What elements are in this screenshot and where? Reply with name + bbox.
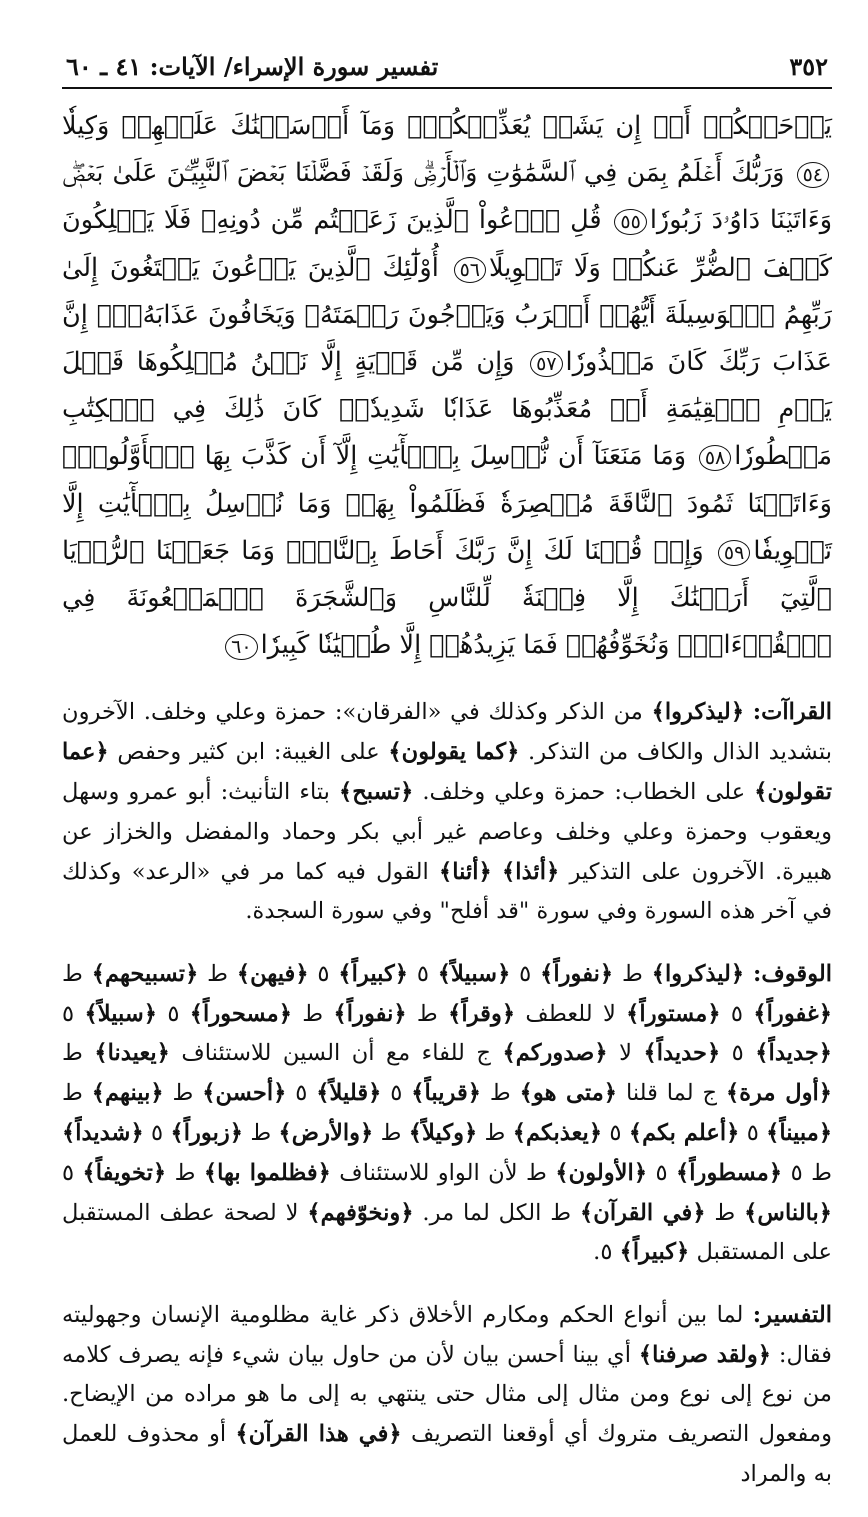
ayah-text: وَرَبُّكَ أَعۡلَمُ بِمَن فِي ٱلسَّمَٰوَٰتِ وَٱلۡأَرۡضِۗ وَلَقَدۡ فَضَّلۡنَا بَعۡضَ ٱلنَّبِيِّـۧنَ عَلَىٰ بَعۡضٖۖ وَءَاتَيۡنَا دَاوُۥدَ زَبُورٗا — [62, 158, 833, 236]
body-text: ط — [406, 1000, 449, 1027]
quoted-term: ﴿زبوراً﴾ — [170, 1120, 244, 1146]
quoted-term: ﴿والأرض﴾ — [278, 1120, 374, 1146]
quoted-term: ﴿فظلموا بها﴾ — [203, 1159, 331, 1186]
body-text: ط — [705, 1199, 745, 1226]
ayah-number-marker: ٥٩ — [718, 540, 750, 566]
body-text: ٥ — [62, 1159, 83, 1186]
body-text: ٥ — [739, 1120, 767, 1146]
quoted-term: ﴿أئذا﴾ — [502, 858, 560, 885]
quoted-term: ﴿يعيدنا﴾ — [94, 1040, 170, 1067]
wuquf-section — [62, 955, 832, 1273]
body-text: ٥ — [510, 960, 541, 987]
quoted-term: ﴿بالناس﴾ — [744, 1199, 832, 1226]
quoted-term: ﴿كبيراً﴾ — [619, 1239, 690, 1266]
quoted-term: ﴿نفوراً﴾ — [333, 1000, 407, 1027]
body-text: لما بين أنواع الحكم ومكارم الأخلاق ذكر غاية مظلومية الإنسان وجهوليته فقال: — [62, 1301, 832, 1368]
ayah-text: أُوْلَٰٓئِكَ ٱلَّذِينَ يَدۡعُونَ يَبۡتَغُونَ إِلَىٰ رَبِّهِمُ ٱلۡوَسِيلَةَ أَيُّهُمۡ أَقۡرَبُ وَيَرۡجُونَ رَحۡمَتَهُۥ وَيَخَافُونَ عَذَابَهُۥٓۚ إِنَّ عَذَابَ رَبِّكَ كَانَ مَحۡذُورٗا — [62, 252, 832, 378]
ayah-text: وَمَا مَنَعَنَآ أَن نُّرۡسِلَ بِٱلۡأٓيَٰتِ إِلَّآ أَن كَذَّبَ بِهَا ٱلۡأَوَّلُونَۚ وَءَاتَيۡنَا ثَمُودَ ٱلنَّاقَةَ مُبۡصِرَةٗ فَظَلَمُواْ بِهَاۚ وَمَا نُرۡسِلُ بِٱلۡأٓيَٰتِ إِلَّا تَخۡوِيفٗا — [62, 441, 832, 566]
body-text: ٥ — [157, 1000, 190, 1027]
quoted-term: ﴿مسحوراً﴾ — [189, 1000, 292, 1027]
ayah-text: قُلِ ٱدۡعُواْ ٱلَّذِينَ زَعَمۡتُم مِّن دُونِهِۦ فَلَا يَمۡلِكُونَ كَشۡفَ ٱلضُّرِّ عَنكُمۡ وَلَا تَحۡوِيلًا — [62, 205, 832, 283]
tafsir-heading: التفسير: — [752, 1301, 832, 1328]
body-text: ط — [243, 1120, 279, 1146]
quoted-term: ﴿في هذا القرآن﴾ — [235, 1421, 402, 1448]
quoted-term: ﴿تسبح﴾ — [338, 779, 414, 806]
ayah-text: وَإِذۡ قُلۡنَا لَكَ إِنَّ رَبَّكَ أَحَاطَ بِٱلنَّاسِۚ وَمَا جَعَلۡنَا ٱلرُّءۡيَا ٱلَّتِيٓ أَرَيۡنَٰكَ إِلَّا فِتۡنَةٗ لِّلنَّاسِ وَٱلشَّجَرَةَ ٱلۡمَلۡعُونَةَ فِي ٱلۡقُرۡءَانِۚ وَنُخَوِّفُهُمۡ فَمَا يَزِيدُهُمۡ إِلَّا طُغۡيَٰنٗا كَبِيرٗا — [62, 535, 832, 661]
body-text: ط الكل لما مر. — [413, 1199, 581, 1226]
ayah-text: يَرۡحَمۡكُمۡ أَوۡ إِن يَشَأۡ يُعَذِّبۡكُمۡۚ وَمَآ أَرۡسَلۡنَٰكَ عَلَيۡهِمۡ وَكِيلٗا — [62, 111, 832, 141]
body-text: لا لصحة عطف المستقبل على المستقبل — [62, 1199, 832, 1266]
quoted-term: ﴿وكيلاً﴾ — [408, 1120, 478, 1146]
body-text: ط — [613, 960, 652, 987]
qiraat-body — [62, 699, 832, 924]
body-text: ٥ — [308, 960, 339, 987]
quoted-term: ﴿تسبيحهم﴾ — [91, 960, 199, 987]
quoted-term: ﴿في القرآن﴾ — [580, 1199, 706, 1226]
qiraat-section — [62, 693, 832, 932]
quoted-term: ﴿قريباً﴾ — [411, 1080, 482, 1107]
body-text: من الذكر وكذلك في «الفرقان»: حمزة وعلي وخلف. الآخرون بتشديد الذال والكاف من التذكر. — [62, 699, 832, 766]
quoted-term: ﴿سبيلاً﴾ — [84, 1000, 157, 1027]
wuquf-body — [62, 961, 832, 1266]
quoted-term: ﴿أعلم بكم﴾ — [628, 1120, 740, 1146]
body-text: ط لأن الواو للاستئناف — [330, 1159, 556, 1186]
body-text: ٥ — [720, 1040, 756, 1067]
quoted-term: ﴿ليذكروا﴾ — [651, 960, 745, 987]
body-text: ط — [477, 1120, 513, 1146]
running-title: تفسير سورة الإسراء/ الآيات: ٤١ ـ ٦٠ — [66, 52, 439, 81]
tafsir-section — [62, 1296, 832, 1495]
body-text: ٥ — [720, 1000, 754, 1027]
body-text: ٥. — [593, 1239, 620, 1266]
quoted-term: ﴿نفوراً﴾ — [540, 960, 614, 987]
body-text: أي بينا أحسن بيان لأن من حاول بيان شيء فإنه يصرف كلامه من نوع إلى نوع ومن مثال إلى مثال حتى ينتهي به إلى ما هو مراده من الإيضاح. ومفعول التصريف متروك أي أوقعنا التصريف — [62, 1341, 832, 1448]
body-text: ط ٥ — [782, 1159, 833, 1186]
page-number: ٣٥٢ — [789, 52, 828, 81]
ayah-number-marker: ٥٨ — [699, 445, 731, 471]
quoted-term: ﴿مستوراً﴾ — [626, 1000, 721, 1027]
ayah-number-marker: ٦٠ — [225, 634, 257, 660]
quoted-term: ﴿كما يقولون﴾ — [388, 739, 520, 766]
body-text: ط — [62, 1040, 95, 1067]
body-text: لا — [607, 1040, 644, 1067]
body-text: بتاء التأنيث: أبو عمرو وسهل ويعقوب وحمزة وعلي وخلف وعاصم غير أبي بكر وحماد والمفضل والخزاز عن هبيرة. الآخرون على التذكير — [62, 779, 832, 885]
body-text: ج للفاء مع أن السين للاستئناف — [169, 1040, 503, 1067]
quoted-term: ﴿أول مرة﴾ — [725, 1080, 833, 1107]
body-text: ٥ — [143, 1120, 171, 1146]
body-text: على الخطاب: حمزة وعلي وخلف. — [413, 779, 755, 806]
running-header — [62, 52, 832, 89]
quoted-term: ﴿شديداً﴾ — [62, 1120, 144, 1146]
quoted-term: ﴿جديداً﴾ — [755, 1040, 833, 1067]
body-text: ٥ — [407, 960, 438, 987]
body-text: ط — [166, 1159, 204, 1186]
body-text: ٥ — [602, 1120, 629, 1146]
quoted-term: ﴿ليذكروا﴾ — [651, 699, 745, 726]
body-text: ط — [198, 960, 237, 987]
quoted-term: ﴿سبيلاً﴾ — [437, 960, 511, 987]
quoted-term: ﴿عما تقولون﴾ — [62, 739, 832, 806]
ayah-text: وَإِن مِّن قَرۡيَةٍ إِلَّا نَحۡنُ مُهۡلِكُوهَا قَبۡلَ يَوۡمِ ٱلۡقِيَٰمَةِ أَوۡ مُعَذِّبُوهَا عَذَابٗا شَدِيدٗاۚ كَانَ ذَٰلِكَ فِي ٱلۡكِتَٰبِ مَسۡطُورٗا — [62, 347, 832, 472]
body-text — [744, 961, 753, 987]
qiraat-heading: القراآت: — [752, 699, 832, 726]
quoted-term: ﴿تخويفاً﴾ — [82, 1159, 167, 1186]
quoted-term: ﴿وقراً﴾ — [448, 1000, 516, 1027]
body-text: ٥ — [286, 1080, 317, 1107]
body-text: ٥ — [62, 1000, 85, 1027]
ayah-number-marker: ٥٦ — [454, 257, 486, 283]
body-text: ط — [291, 1000, 334, 1027]
body-text: ٥ — [647, 1159, 677, 1186]
body-text: ٥ — [381, 1080, 412, 1107]
quoted-term: ﴿أئنا﴾ — [439, 858, 492, 885]
quoted-term: ﴿الأولون﴾ — [555, 1159, 648, 1186]
quoted-term: ﴿حديداً﴾ — [643, 1040, 721, 1067]
quoted-term: ﴿يعذبكم﴾ — [512, 1120, 603, 1146]
ayah-number-marker: ٥٧ — [530, 351, 562, 377]
body-text: ط — [62, 1080, 92, 1107]
quoted-term: ﴿كبيراً﴾ — [338, 960, 408, 987]
body-text: ط — [481, 1080, 520, 1107]
quran-verses — [62, 103, 832, 669]
body-text: لا للعطف — [515, 1000, 627, 1027]
quoted-term: ﴿غفوراً﴾ — [753, 1000, 832, 1027]
body-text: القول فيه كما مر في «الرعد» وكذلك في آخر هذه السورة وفي سورة "قد أفلح" وفي سورة السجدة. — [62, 858, 832, 925]
ayah-number-marker: ٥٤ — [797, 162, 829, 188]
quoted-term: ﴿صدوركم﴾ — [502, 1040, 608, 1067]
body-text — [744, 699, 753, 725]
quoted-term: ﴿متى هو﴾ — [519, 1080, 618, 1107]
body-text: ط — [163, 1080, 203, 1107]
quoted-term: ﴿مسطوراً﴾ — [676, 1159, 783, 1186]
quoted-term: ﴿قليلاً﴾ — [316, 1080, 382, 1107]
body-text: على الغيبة: ابن كثير وحفص — [108, 739, 389, 766]
tafsir-body — [62, 1302, 832, 1487]
quoted-term: ﴿مبيناً﴾ — [766, 1120, 833, 1146]
quoted-term: ﴿فيهن﴾ — [236, 960, 309, 987]
body-text: ج لما قلنا — [617, 1080, 726, 1107]
quoted-term: ﴿ونخوّفهم﴾ — [307, 1199, 414, 1226]
quoted-term: ﴿ولقد صرفنا﴾ — [638, 1341, 772, 1368]
body-text: ط — [62, 960, 92, 987]
ayah-number-marker: ٥٥ — [614, 209, 646, 235]
body-text: أو محذوف للعمل به والمراد — [62, 1421, 832, 1487]
wuquf-heading: الوقوف: — [752, 960, 833, 987]
book-page — [62, 52, 832, 1517]
body-text — [492, 859, 502, 885]
quoted-term: ﴿أحسن﴾ — [202, 1080, 287, 1107]
quoted-term: ﴿بينهم﴾ — [91, 1080, 164, 1107]
body-text: ط — [373, 1120, 409, 1146]
